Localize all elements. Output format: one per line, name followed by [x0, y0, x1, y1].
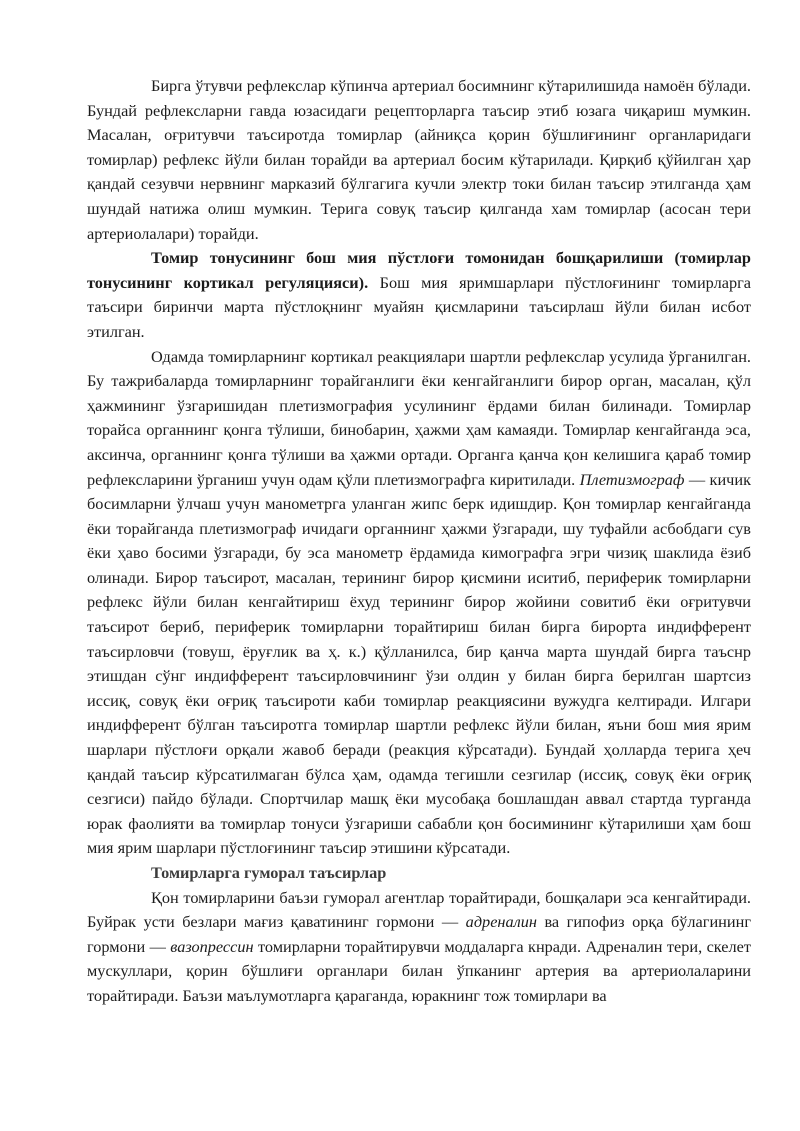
term-adrenaline: адреналин: [465, 912, 537, 932]
paragraph-plethysmography: [87, 345, 751, 861]
section-heading-humoral-text: Томирларга гуморал таъсирлар: [151, 863, 387, 882]
section-title-cortical-regulation: Томир тонусининг бош мия пўстлоғи томонидан бошқарилиши (томирлар тонусининг кортикал регуляцияси).: [87, 248, 751, 292]
paragraph-humoral-text-b: ва гипофиз орқа бўлагининг гормони —: [87, 912, 751, 956]
paragraph-cortical-regulation-text: Бош мия яримшарлари пўстлоғининг томирларга таъсири биринчи марта пўстлоқнинг муайян қисмларини таъсирлаш йўли билан исбот этилган.: [87, 272, 752, 341]
paragraph-humoral: [87, 886, 751, 1009]
paragraph-humoral-text-c: томирларни торайтирувчи моддаларга кнради. Адреналин тери, скелет мускуллари, қорин бўшлиғи органлари билан ўпканинг артерия ва артериолаларини торайтиради. Баъзи маълумотларга қараганда, юракнинг тож томирлари ва: [87, 936, 751, 1005]
paragraph-cortical-regulation: [87, 246, 751, 344]
paragraph-plethysmography-text-a: Одамда томирларнинг кортикал реакциялари шартли рефлекслар усулида ўрганилган. Бу тажрибаларда томирларнинг торайганлиги ёки кенгайганлиги бирор орган, масалан, қўл ҳажмининг ўзгаришидан плетизмография усулининг ёрдами билан билинади. Томирлар торайса органнинг қонга тўлиши, бинобарин, ҳажми ҳам камаяди. Томирлар кенгайганда эса, аксинча, органнинг қонга тўлиши ва ҳажми ортади. Органга қанча қон келишига қараб томир рефлексларини ўрганиш учун одам қўли плетизмографга киритилади.: [87, 346, 751, 489]
paragraph-reflexes: [87, 74, 751, 246]
section-heading-humoral: [87, 861, 751, 886]
paragraph-plethysmography-text-b: — кичик босимларни ўлчаш учун манометрга уланган жипс берк идишдир. Қон томирлар кенгайганда ёки торайганда плетизмограф ичидаги органнинг ҳажми ўзгаради, шу туфайли асбобдаги сув ёки ҳаво босими ўзгаради, бу эса манометр ёрдамида кимографга эгри чизиқ шаклида ёзиб олинади. Бирор таъсирот, масалан, терининг бирор қисмини иситиб, периферик томирларни рефлекс йўли билан кенгайтириш ёхуд терининг бирор жойини совитиб ёки оғритувчи таъсирот бериб, периферик томирларни торайтириш билан бирга бирорта индифферент таъсирловчи (товуш, ёруғлик ва ҳ. к.) қўлланилса, бир қанча марта шундай бирга таъснр этишдан сўнг индифферент таъсирловчининг ўзи олдин у билан бирга берилган шартсиз иссиқ, совуқ ёки оғриқ таъсироти каби томирлар реакциясини вужудга келтиради. Илгари индифферент бўлган таъсиротга томирлар шартли рефлекс йўли билан, яъни бош мия ярим шарлари пўстлоғи орқали жавоб беради (реакция кўрсатади). Бундай ҳолларда терига ҳеч қандай таъсир кўрсатилмаган бўлса ҳам, одамда тегишли сезгилар (иссиқ, совуқ ёки оғриқ сезгиси) пайдо бўлади. Спортчилар машқ ёки мусобақа бошлашдан аввал стартда турганда юрак фаолияти ва томирлар тонуси ўзгариши сабабли қон босимининг кўтарилиши ҳам бош мия ярим шарлари пўстлоғининг таъсир этишини кўрсатади.: [87, 469, 751, 858]
paragraph-humoral-text-a: Қон томирларини баъзи гуморал агентлар торайтиради, бошқалари эса кенгайтиради. Буйрак усти безлари мағиз қаватининг гормони —: [87, 887, 751, 932]
term-vasopressin: вазопрессин: [170, 936, 254, 956]
term-plethysmograph: Плетизмограф: [579, 469, 685, 489]
paragraph-reflexes-text: Бирга ўтувчи рефлекслар кўпинча артериал босимнинг кўтарилишида намоён бўлади. Бундай рефлексларни гавда юзасидаги рецепторларга таъсир этиб юзага чиқариш мумкин. Масалан, оғритувчи таъсиротда томирлар (айниқса қорин бўшлиғининг органларидаги томирлар) рефлекс йўли билан торайди ва артериал босим кўтарилади. Қирқиб қўйилган ҳар қандай сезувчи нервнинг марказий бўлгагига кучли электр токи билан таъсир этилганда ҳам шундай натижа олиш мумкин. Терига совуқ таъсир қилганда хам томирлар (асосан тери артериолалари) торайди.: [87, 76, 751, 243]
